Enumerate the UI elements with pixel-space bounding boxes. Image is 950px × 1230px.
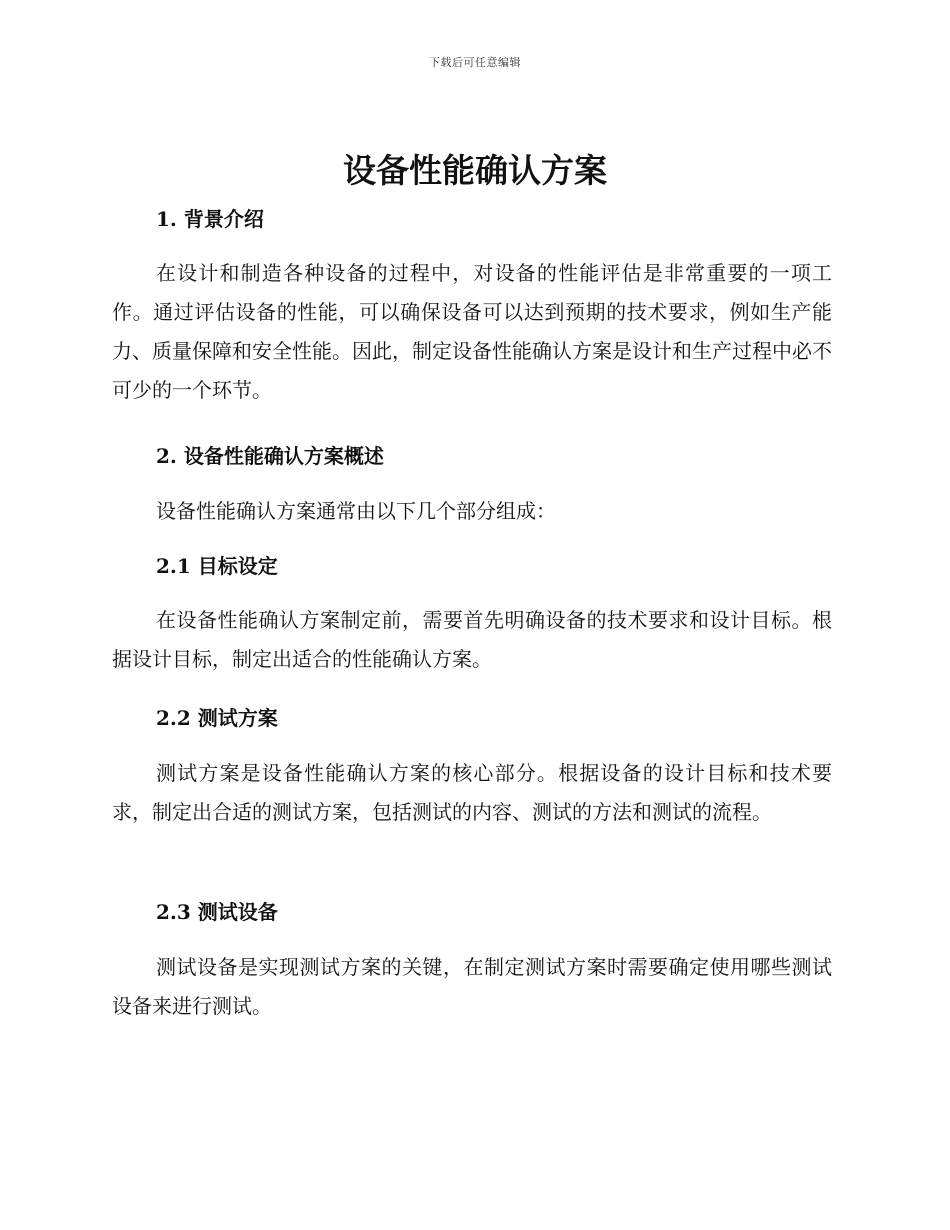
section-heading-overview: 2. 设备性能确认方案概述 bbox=[156, 444, 384, 468]
header-note: 下载后可任意编辑 bbox=[429, 56, 521, 69]
paragraph-test-plan: 测试方案是设备性能确认方案的核心部分。根据设备的设计目标和技术要求，制定出合适的测试方案，包括测试的内容、测试的方法和测试的流程。 bbox=[112, 761, 832, 824]
paragraph-test-equipment: 测试设备是实现测试方案的关键，在制定测试方案时需要确定使用哪些测试设备来进行测试。 bbox=[112, 955, 832, 1018]
document-title: 设备性能确认方案 bbox=[343, 151, 607, 190]
section-heading-background: 1. 背景介绍 bbox=[156, 207, 264, 231]
section-heading-goal-setting: 2.1 目标设定 bbox=[156, 554, 278, 578]
paragraph-overview: 设备性能确认方案通常由以下几个部分组成： bbox=[156, 499, 556, 523]
paragraph-background: 在设计和制造各种设备的过程中，对设备的性能评估是非常重要的一项工作。通过评估设备的性能，可以确保设备可以达到预期的技术要求，例如生产能力、质量保障和安全性能。因此，制定设备性能确认方案是设计和生产过程中必不可少的一个环节。 bbox=[112, 261, 832, 402]
section-heading-test-equipment: 2.3 测试设备 bbox=[156, 900, 278, 924]
section-heading-test-plan: 2.2 测试方案 bbox=[156, 706, 278, 730]
paragraph-goal-setting: 在设备性能确认方案制定前，需要首先明确设备的技术要求和设计目标。根据设计目标，制定出适合的性能确认方案。 bbox=[112, 608, 832, 671]
